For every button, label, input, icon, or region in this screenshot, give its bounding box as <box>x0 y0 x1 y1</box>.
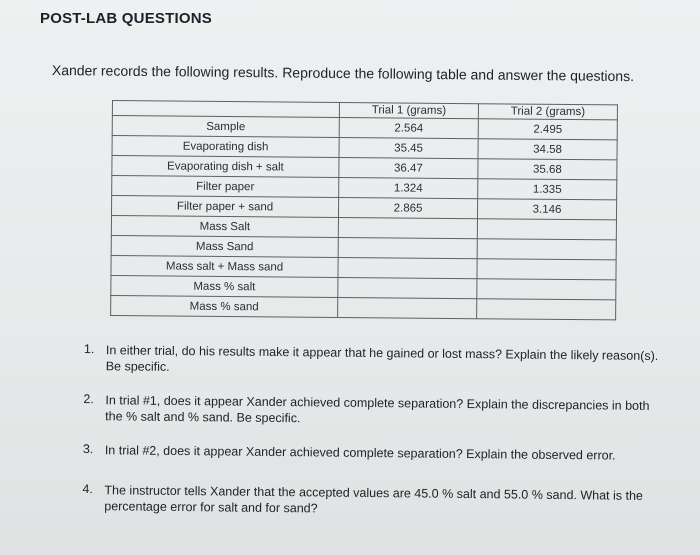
question-text: In either trial, do his results make it appear that he gained or lost mass? Explain the likely reason(s). Be specific. <box>105 343 659 374</box>
trial-2-value: 3.146 <box>477 199 616 220</box>
results-table <box>110 100 618 320</box>
row-label: Mass salt + Mass sand <box>111 255 338 277</box>
question-item <box>82 482 662 520</box>
row-label: Sample <box>112 116 339 138</box>
trial-2-value: 2.495 <box>478 119 617 140</box>
trial-1-value <box>338 237 477 258</box>
row-label: Filter paper + sand <box>111 196 338 218</box>
col-header-trial-1: Trial 1 (grams) <box>339 102 478 118</box>
question-number: 1. <box>83 342 95 357</box>
question-item <box>83 442 663 464</box>
row-label: Filter paper <box>112 176 339 198</box>
intro-text: Xander records the following results. Reproduce the following table and answer the questions. <box>51 62 635 85</box>
table-row <box>111 295 616 319</box>
col-header-trial-2: Trial 2 (grams) <box>478 104 617 120</box>
trial-1-value <box>338 257 477 278</box>
question-number: 3. <box>82 441 94 457</box>
question-number: 2. <box>83 391 94 407</box>
question-list <box>82 342 664 530</box>
question-text: In trial #2, does it appear Xander achieved complete separation? Explain the observed error. <box>104 443 616 463</box>
trial-1-value <box>338 277 477 298</box>
row-label: Mass % salt <box>111 275 338 297</box>
trial-2-value <box>477 279 616 300</box>
question-item <box>84 342 664 380</box>
row-label: Evaporating dish + salt <box>112 156 339 178</box>
trial-1-value: 2.865 <box>338 197 477 218</box>
trial-1-value: 36.47 <box>339 157 478 178</box>
row-label: Mass Salt <box>111 215 338 237</box>
trial-2-value: 35.68 <box>478 159 617 180</box>
trial-1-value: 35.45 <box>339 137 478 158</box>
question-text: The instructor tells Xander that the accepted values are 45.0 % salt and 55.0 % sand. What is the percentage error for salt and for sand? <box>104 483 644 516</box>
row-label: Mass % sand <box>111 295 338 317</box>
trial-2-value <box>477 239 616 260</box>
trial-2-value <box>477 259 616 280</box>
trial-1-value: 1.324 <box>339 177 478 198</box>
question-text: In trial #1, does it appear Xander achieved complete separation? Explain the discrepancies in both the % salt and % sand. Be specific. <box>105 393 650 426</box>
trial-1-value <box>338 217 477 238</box>
trial-2-value: 1.335 <box>478 179 617 200</box>
question-number: 4. <box>82 481 93 497</box>
row-label: Mass Sand <box>111 235 338 257</box>
section-title: POST-LAB QUESTIONS <box>40 10 212 27</box>
trial-2-value <box>477 219 616 240</box>
trial-1-value: 2.564 <box>339 117 478 138</box>
question-item <box>83 392 663 430</box>
row-label: Evaporating dish <box>112 136 339 158</box>
trial-1-value <box>338 297 477 318</box>
trial-2-value: 34.58 <box>478 139 617 160</box>
trial-2-value <box>477 299 616 320</box>
